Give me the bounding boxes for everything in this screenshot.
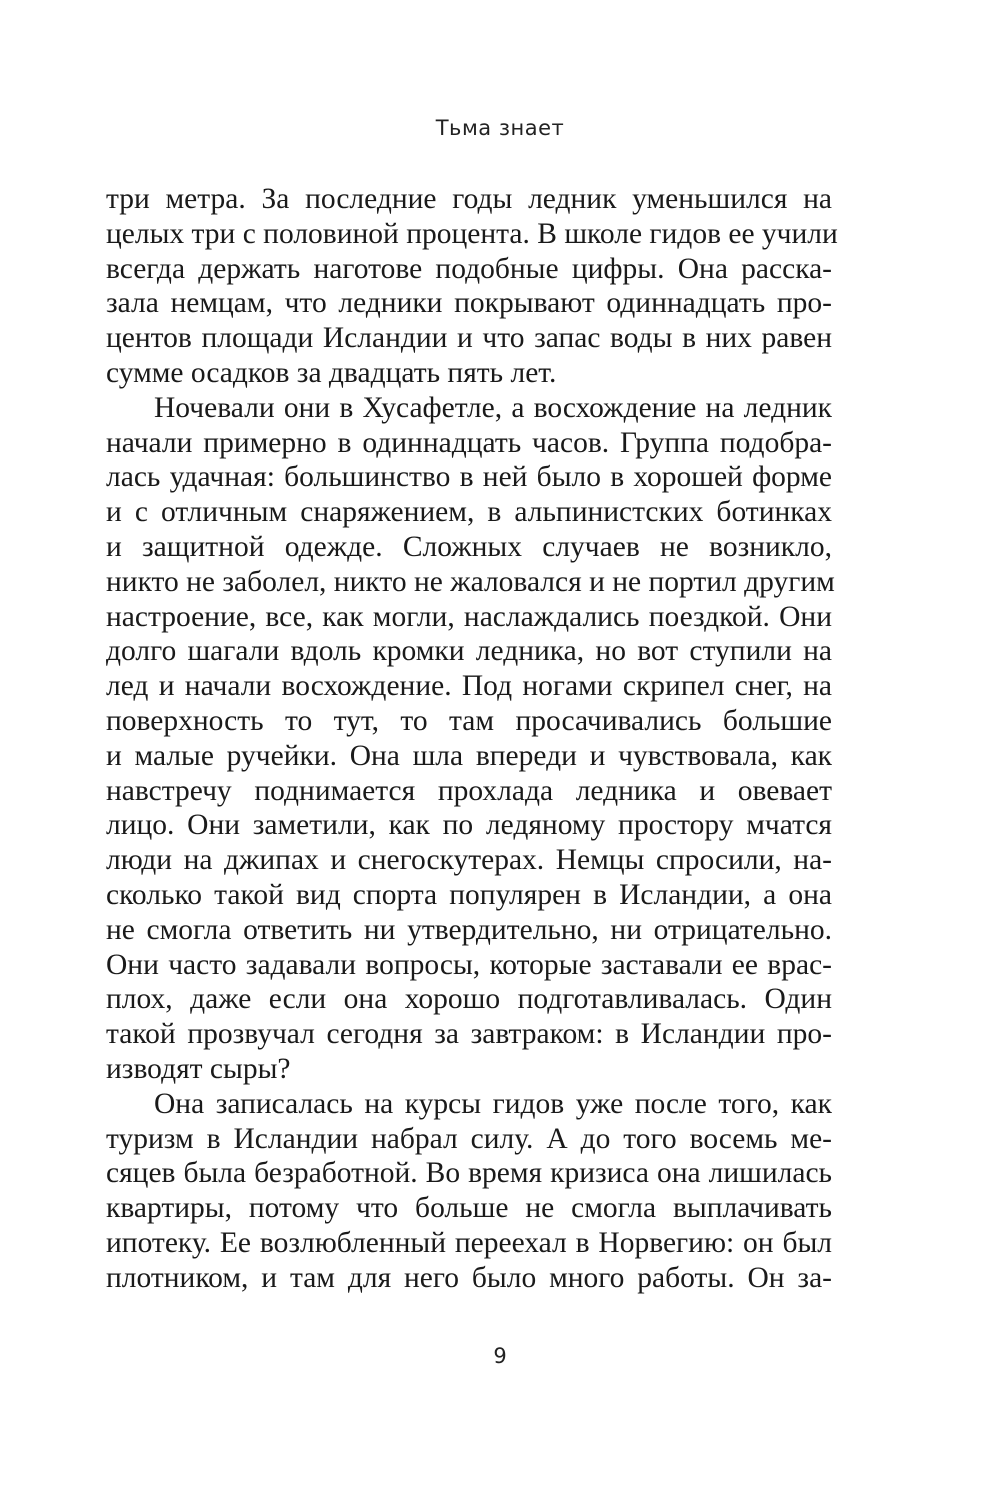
paragraph-3 [106,1087,832,1296]
text-line: лась удачная: большинство в ней было в хорошей форме [106,461,832,494]
text-line: плотником, и там для него было много работы. Он за- [106,1261,832,1294]
text-line: Они часто задавали вопросы, которые заставали ее врас- [106,948,832,981]
text-line: долго шагали вдоль кромки ледника, но вот ступили на [106,635,832,668]
text-line: настроение, все, как могли, наслаждались поездкой. Они [106,600,832,633]
text-line: зала немцам, что ледники покрывают одиннадцать про- [106,287,832,320]
text-line: поверхность то тут, то там просачивались большие [106,704,832,737]
text-line: плох, даже если она хорошо подготавливалась. Один [106,983,832,1016]
text-line: лицо. Они заметили, как по ледяному простору мчатся [106,809,832,842]
text-line: целых три с половиной процента. В школе гидов ее учили [106,217,838,250]
text-line: всегда держать наготове подобные цифры. Она расска- [106,252,832,285]
text-line: туризм в Исландии набрал силу. А до того восемь ме- [106,1122,832,1155]
text-line: сумме осадков за двадцать пять лет. [106,356,557,389]
text-line: такой прозвучал сегодня за завтраком: в Исландии про- [106,1018,832,1051]
text-line: Ночевали они в Хусафетле, а восхождение на ледник [154,391,832,424]
text-line: и малые ручейки. Она шла впереди и чувствовала, как [106,739,832,772]
text-line: сяцев была безработной. Во время кризиса она лишилась [106,1157,832,1190]
text-line: не смогла ответить ни утвердительно, ни отрицательно. [106,913,832,946]
text-line: навстречу поднимается прохлада ледника и овевает [106,774,832,807]
paragraph-2 [106,391,835,1087]
paragraph-1 [106,182,838,391]
text-line: люди на джипах и снегоскутерах. Немцы спросили, на- [106,844,832,877]
text-line: лед и начали восхождение. Под ногами скрипел снег, на [106,670,832,703]
text-line: ипотеку. Ее возлюбленный переехал в Норвегию: он был [106,1226,832,1259]
page-number: 9 [493,1344,507,1368]
text-line: три метра. За последние годы ледник уменьшился на [106,183,832,215]
text-line: центов площади Исландии и что запас воды в них равен [106,322,832,355]
text-line: и с отличным снаряжением, в альпинистских ботинках [106,496,832,529]
text-line: никто не заболел, никто не жаловался и не портил другим [106,565,835,598]
body-text [106,182,838,1296]
text-line: сколько такой вид спорта популярен в Исландии, а она [106,878,832,911]
text-line: изводят сыры? [106,1052,291,1085]
text-line: и защитной одежде. Сложных случаев не возникло, [106,530,832,563]
running-header: Тьма знает [435,116,565,140]
text-line: квартиры, потому что больше не смогла выплачивать [106,1192,832,1225]
text-line: Она записалась на курсы гидов уже после того, как [154,1087,832,1120]
text-line: начали примерно в одиннадцать часов. Группа подобра- [106,426,832,459]
